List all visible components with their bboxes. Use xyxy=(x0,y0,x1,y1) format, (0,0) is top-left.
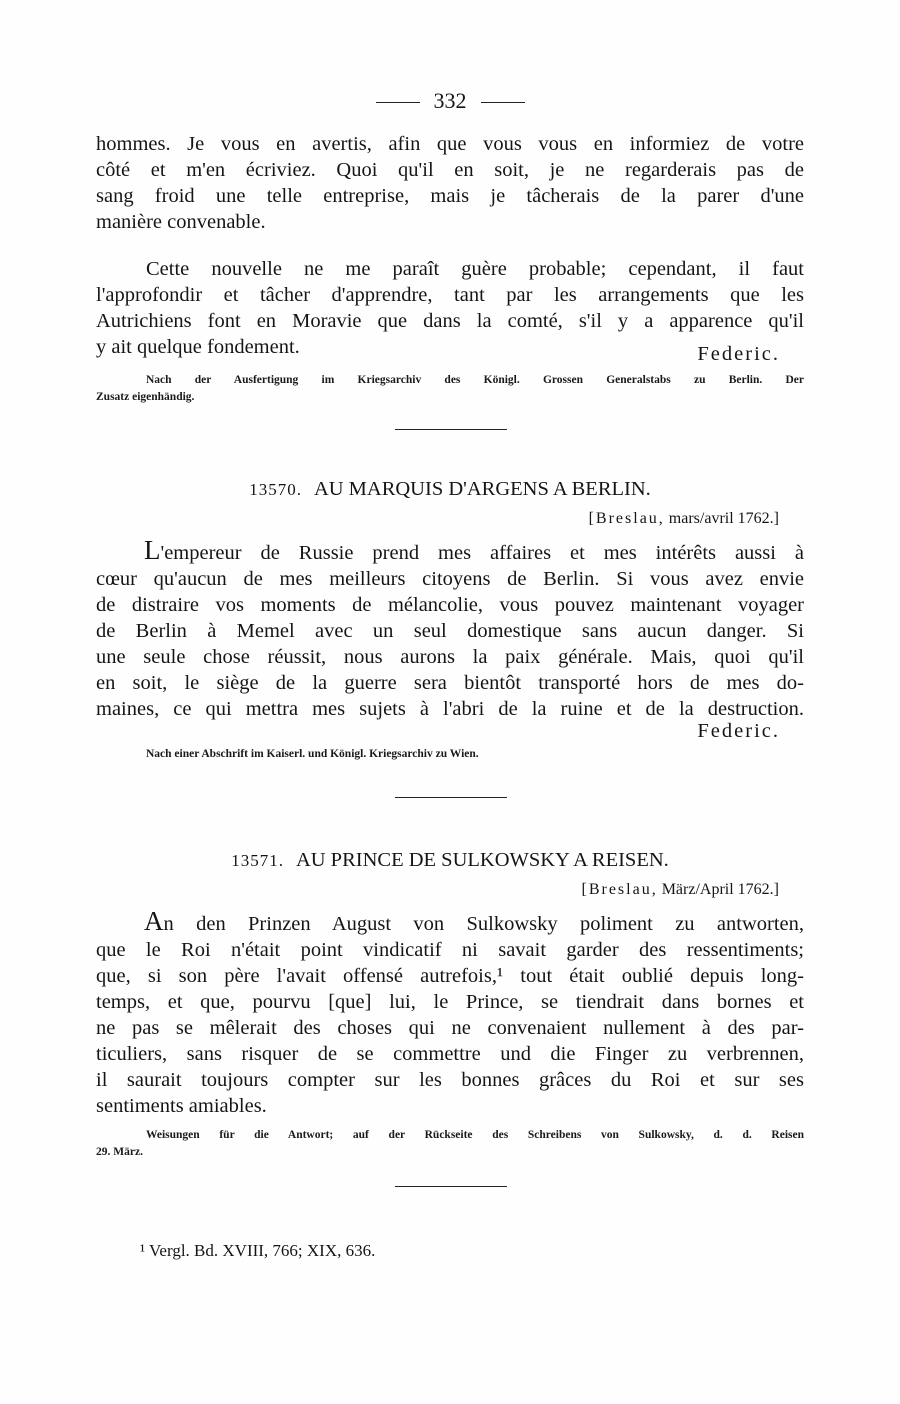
text-line: ticuliers, sans risquer de se commettre und die Finger zu verbrennen, xyxy=(96,1043,804,1065)
header-dash-left xyxy=(376,102,420,103)
continuation-paragraph xyxy=(96,131,804,235)
text-line: temps, et que, pourvu [que] lui, le Prince, se tiendrait dans bornes et xyxy=(96,991,804,1013)
letter-heading xyxy=(0,478,900,501)
source-line: Zusatz eigenhändig. xyxy=(96,391,195,403)
text-line-content: 'empereur de Russie prend mes affaires et mes intérêts aussi à xyxy=(160,542,804,564)
letter-number: 13571. xyxy=(231,851,284,870)
text-line: ne pas se mêlerait des choses qui ne convenaient nullement à des par- xyxy=(96,1017,804,1039)
text-line: de Berlin à Memel avec un seul domestique sans aucun danger. Si xyxy=(96,620,804,642)
letter-title: AU PRINCE DE SULKOWSKY A REISEN. xyxy=(295,849,669,871)
header-dash-right xyxy=(481,102,525,103)
text-line: sang froid une telle entreprise, mais je tâcherais de la parer d'une xyxy=(96,185,804,207)
source-note-continued xyxy=(96,389,496,406)
dateline-date: März/April 1762.] xyxy=(661,881,779,898)
signature: Federic. xyxy=(697,720,780,742)
page-number: 332 xyxy=(433,88,467,113)
text-line: hommes. Je vous en avertis, afin que vous vous en informiez de votre xyxy=(96,133,804,155)
letter-body xyxy=(96,537,804,722)
dateline-date: mars/avril 1762.] xyxy=(668,510,779,527)
text-line: y ait quelque fondement. xyxy=(96,336,300,358)
source-line: Weisungen für die Antwort; auf der Rückseite des Schreibens von Sulkowsky, d. d. Reisen xyxy=(146,1129,804,1141)
text-line: maines, ce qui mettra mes sujets à l'abri de la ruine et de la destruction. xyxy=(96,698,804,720)
signature: Federic. xyxy=(697,343,780,365)
drop-cap: A xyxy=(144,906,164,936)
text-line xyxy=(96,908,804,937)
letter-title: AU MARQUIS D'ARGENS A BERLIN. xyxy=(313,478,651,500)
source-line: 29. März. xyxy=(96,1146,143,1158)
text-line: côté et m'en écriviez. Quoi qu'il en soit, je ne regarderais pas de xyxy=(96,159,804,181)
text-line xyxy=(96,537,804,566)
text-line: une seule chose réussit, nous aurons la paix générale. Mais, quoi qu'il xyxy=(96,646,804,668)
section-divider xyxy=(395,797,507,798)
source-note xyxy=(146,372,804,389)
text-line: cœur qu'aucun de mes meilleurs citoyens de Berlin. Si vous avez envie xyxy=(96,568,804,590)
drop-cap: L xyxy=(144,535,161,565)
letter-body xyxy=(96,908,804,1119)
letter-number: 13570. xyxy=(249,480,302,499)
text-line: sentiments amiables. xyxy=(96,1095,267,1117)
source-line: Nach einer Abschrift im Kaiserl. und Königl. Kriegsarchiv zu Wien. xyxy=(146,748,479,760)
text-line: Cette nouvelle ne me paraît guère probable; cependant, il faut xyxy=(146,258,804,280)
page-number-header xyxy=(0,88,900,114)
text-line: que le Roi n'était point vindicatif ni savait garder des ressentiments; xyxy=(96,939,804,961)
source-note-continued xyxy=(96,1144,396,1161)
text-line: Autrichiens font en Moravie que dans la comté, s'il y a apparence qu'il xyxy=(96,310,804,332)
source-note xyxy=(146,1127,804,1144)
source-note xyxy=(146,746,746,763)
text-line: il saurait toujours compter sur les bonnes grâces du Roi et sur ses xyxy=(96,1069,804,1091)
dateline-place: [Breslau, xyxy=(588,510,665,527)
text-line: de distraire vos moments de mélancolie, vous pouvez maintenant voyager xyxy=(96,594,804,616)
dateline-place: [Breslau, xyxy=(581,881,658,898)
source-line: Nach der Ausfertigung im Kriegsarchiv des Königl. Grossen Generalstabs zu Berlin. Der xyxy=(146,374,804,386)
text-line: manière convenable. xyxy=(96,211,266,233)
letter-dateline xyxy=(581,881,779,899)
footnote: ¹ Vergl. Bd. XVIII, 766; XIX, 636. xyxy=(140,1241,376,1260)
text-line-content: n den Prinzen August von Sulkowsky poliment zu antworten, xyxy=(163,913,804,935)
text-line: en soit, le siège de la guerre sera bientôt transporté hors de mes do- xyxy=(96,672,804,694)
letter-heading xyxy=(0,849,900,872)
section-divider xyxy=(395,1186,507,1187)
section-divider xyxy=(395,429,507,430)
text-line: l'approfondir et tâcher d'apprendre, tant par les arrangements que les xyxy=(96,284,804,306)
text-line: que, si son père l'avait offensé autrefois,¹ tout était oublié depuis long- xyxy=(96,965,804,987)
letter-dateline xyxy=(589,510,779,528)
